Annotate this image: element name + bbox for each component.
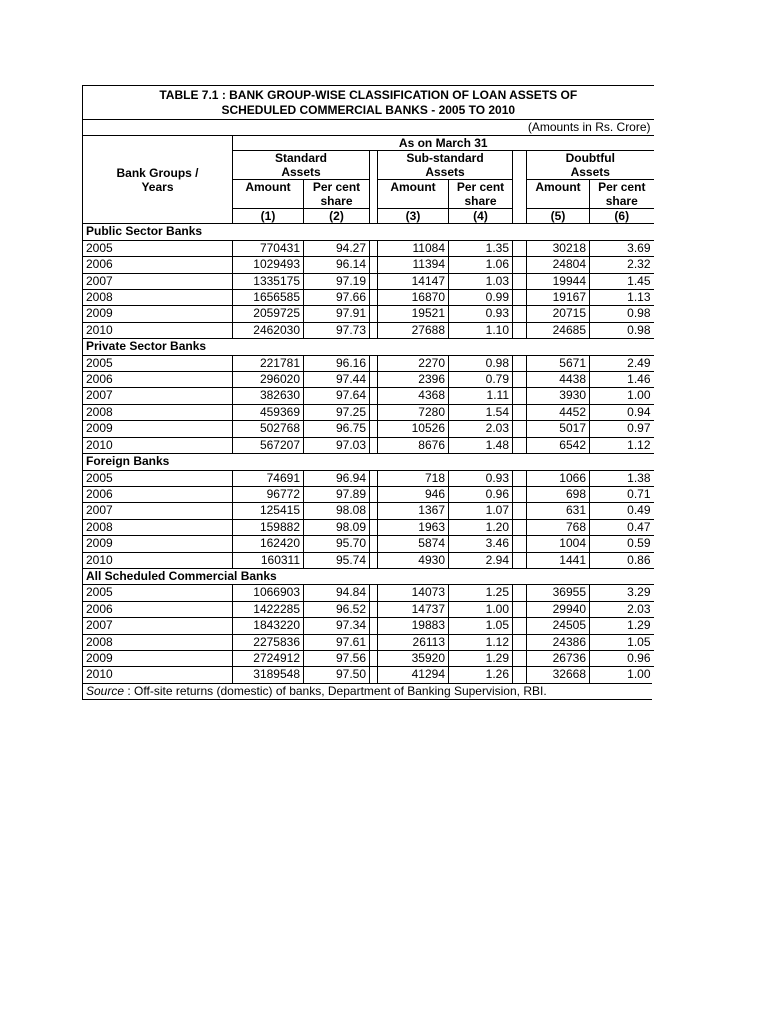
substandard-amount-cell: 718 [378, 470, 449, 486]
doubtful-amount-cell: 1004 [527, 536, 590, 552]
substandard-amount-cell: 2270 [378, 355, 449, 371]
year-cell: 2006 [83, 486, 233, 502]
column-spacer [370, 618, 378, 634]
substandard-amount-cell: 16870 [378, 290, 449, 306]
percent-share-line2: share [464, 194, 497, 209]
source-text: : Off-site returns (domestic) of banks, Department of Banking Supervision, RBI. [124, 683, 547, 698]
standard-amount-cell: 1335175 [233, 273, 304, 289]
doubtful-amount-cell: 698 [527, 486, 590, 502]
column-spacer [513, 273, 527, 289]
substandard-amount-cell: 14073 [378, 585, 449, 601]
table-row [83, 486, 654, 502]
year-cell: 2005 [83, 470, 233, 486]
column-spacer [370, 536, 378, 552]
year-cell: 2008 [83, 634, 233, 650]
standard-percent-cell: 98.08 [304, 503, 370, 519]
row-header-line1: Bank Groups / [116, 165, 199, 180]
column-number: (2) [304, 209, 370, 224]
standard-percent-cell: 95.70 [304, 536, 370, 552]
doubtful-amount-cell: 3930 [527, 388, 590, 404]
standard-percent-cell: 98.09 [304, 519, 370, 535]
column-spacer [513, 437, 527, 453]
column-spacer [370, 634, 378, 650]
standard-amount-cell: 459369 [233, 404, 304, 420]
standard-amount-cell: 125415 [233, 503, 304, 519]
column-spacer [513, 240, 527, 256]
doubtful-percent-cell: 0.49 [590, 503, 654, 519]
substandard-percent-cell: 3.46 [449, 536, 513, 552]
standard-amount-cell: 1066903 [233, 585, 304, 601]
table-row [83, 585, 654, 601]
substandard-percent-cell: 1.06 [449, 257, 513, 273]
year-cell: 2005 [83, 355, 233, 371]
table-row [83, 536, 654, 552]
substandard-amount-cell: 946 [378, 486, 449, 502]
column-spacer [513, 519, 527, 535]
standard-amount-cell: 3189548 [233, 667, 304, 683]
substandard-amount-cell: 5874 [378, 536, 449, 552]
column-spacer [370, 503, 378, 519]
source-note [82, 683, 652, 700]
standard-percent-cell: 97.64 [304, 388, 370, 404]
column-spacer [370, 273, 378, 289]
doubtful-amount-cell: 26736 [527, 650, 590, 666]
column-number: (1) [233, 209, 304, 224]
substandard-percent-cell: 1.35 [449, 240, 513, 256]
column-number: (6) [590, 209, 654, 224]
table-row [83, 519, 654, 535]
doubtful-amount-cell: 29940 [527, 601, 590, 617]
column-number: (5) [527, 209, 590, 224]
table-row [83, 290, 654, 306]
substandard-percent-cell: 1.12 [449, 634, 513, 650]
substandard-percent-cell: 1.07 [449, 503, 513, 519]
column-spacer [370, 388, 378, 404]
substandard-assets-line2: Assets [425, 165, 465, 180]
doubtful-amount-cell: 768 [527, 519, 590, 535]
doubtful-amount-cell: 24505 [527, 618, 590, 634]
doubtful-amount-cell: 6542 [527, 437, 590, 453]
column-spacer [370, 372, 378, 388]
column-spacer [370, 322, 378, 338]
standard-percent-cell: 96.14 [304, 257, 370, 273]
doubtful-percent-cell: 2.32 [590, 257, 654, 273]
doubtful-amount-cell: 631 [527, 503, 590, 519]
doubtful-amount-cell: 4452 [527, 404, 590, 420]
substandard-percent-cell: 1.05 [449, 618, 513, 634]
substandard-percent-cell: 1.26 [449, 667, 513, 683]
standard-amount-cell: 2724912 [233, 650, 304, 666]
loan-assets-table [82, 85, 654, 683]
substandard-percent-cell: 1.03 [449, 273, 513, 289]
year-cell: 2007 [83, 273, 233, 289]
standard-amount-cell: 1029493 [233, 257, 304, 273]
standard-percent-cell: 97.34 [304, 618, 370, 634]
doubtful-amount-cell: 36955 [527, 585, 590, 601]
doubtful-amount-cell: 24685 [527, 322, 590, 338]
column-spacer [513, 650, 527, 666]
standard-amount-cell: 1843220 [233, 618, 304, 634]
standard-percent-cell: 97.91 [304, 306, 370, 322]
standard-percent-cell: 97.89 [304, 486, 370, 502]
substandard-percent-cell: 0.93 [449, 306, 513, 322]
doubtful-amount-cell: 1441 [527, 552, 590, 568]
year-cell: 2010 [83, 552, 233, 568]
doubtful-amount-cell: 4438 [527, 372, 590, 388]
substandard-amount-cell: 2396 [378, 372, 449, 388]
standard-percent-cell: 97.50 [304, 667, 370, 683]
column-spacer [370, 519, 378, 535]
amount-header: Amount [378, 180, 449, 209]
table-row [83, 372, 654, 388]
year-cell: 2008 [83, 519, 233, 535]
table-row [83, 601, 654, 617]
substandard-amount-cell: 1367 [378, 503, 449, 519]
table-row [83, 618, 654, 634]
doubtful-amount-cell: 24804 [527, 257, 590, 273]
year-cell: 2010 [83, 437, 233, 453]
substandard-percent-cell: 0.96 [449, 486, 513, 502]
percent-share-line1: Per cent [456, 180, 505, 195]
column-spacer [370, 151, 378, 180]
substandard-amount-cell: 8676 [378, 437, 449, 453]
column-spacer [370, 209, 378, 224]
standard-percent-cell: 96.94 [304, 470, 370, 486]
doubtful-amount-cell: 24386 [527, 634, 590, 650]
column-spacer [370, 355, 378, 371]
column-spacer [370, 667, 378, 683]
column-spacer [513, 404, 527, 420]
substandard-percent-cell: 1.25 [449, 585, 513, 601]
standard-percent-cell: 97.25 [304, 404, 370, 420]
table-row [83, 404, 654, 420]
substandard-amount-cell: 41294 [378, 667, 449, 683]
substandard-percent-cell: 0.99 [449, 290, 513, 306]
doubtful-amount-cell: 32668 [527, 667, 590, 683]
substandard-percent-cell: 1.10 [449, 322, 513, 338]
year-cell: 2007 [83, 388, 233, 404]
substandard-percent-cell: 1.29 [449, 650, 513, 666]
substandard-percent-cell: 1.48 [449, 437, 513, 453]
table-row [83, 470, 654, 486]
year-cell: 2009 [83, 650, 233, 666]
standard-percent-cell: 97.66 [304, 290, 370, 306]
year-cell: 2010 [83, 322, 233, 338]
column-spacer [513, 421, 527, 437]
standard-amount-cell: 770431 [233, 240, 304, 256]
doubtful-percent-cell: 0.97 [590, 421, 654, 437]
year-cell: 2006 [83, 601, 233, 617]
standard-assets-line1: Standard [274, 151, 327, 166]
column-spacer [513, 372, 527, 388]
source-label: Source [86, 683, 125, 698]
percent-share-header [590, 180, 654, 209]
year-cell: 2005 [83, 240, 233, 256]
year-cell: 2006 [83, 372, 233, 388]
standard-amount-cell: 567207 [233, 437, 304, 453]
substandard-percent-cell: 1.20 [449, 519, 513, 535]
column-spacer [370, 437, 378, 453]
column-spacer [370, 650, 378, 666]
standard-percent-cell: 97.56 [304, 650, 370, 666]
doubtful-percent-cell: 1.38 [590, 470, 654, 486]
column-spacer [513, 618, 527, 634]
column-spacer [513, 536, 527, 552]
standard-assets-line2: Assets [281, 165, 321, 180]
table-row [83, 388, 654, 404]
substandard-assets-line1: Sub-standard [406, 151, 484, 166]
substandard-percent-cell: 2.03 [449, 421, 513, 437]
substandard-percent-cell: 1.54 [449, 404, 513, 420]
doubtful-percent-cell: 1.46 [590, 372, 654, 388]
doubtful-percent-cell: 0.59 [590, 536, 654, 552]
substandard-amount-cell: 4368 [378, 388, 449, 404]
year-cell: 2009 [83, 421, 233, 437]
column-spacer [513, 180, 527, 209]
year-cell: 2005 [83, 585, 233, 601]
doubtful-assets-header [527, 151, 654, 180]
substandard-amount-cell: 4930 [378, 552, 449, 568]
year-cell: 2007 [83, 503, 233, 519]
table-row [83, 273, 654, 289]
column-spacer [513, 503, 527, 519]
standard-percent-cell: 97.61 [304, 634, 370, 650]
standard-percent-cell: 94.27 [304, 240, 370, 256]
table-row [83, 667, 654, 683]
percent-share-line2: share [320, 194, 353, 209]
standard-amount-cell: 1422285 [233, 601, 304, 617]
standard-percent-cell: 94.84 [304, 585, 370, 601]
substandard-amount-cell: 11394 [378, 257, 449, 273]
percent-share-header [449, 180, 513, 209]
year-cell: 2010 [83, 667, 233, 683]
standard-percent-cell: 97.19 [304, 273, 370, 289]
standard-percent-cell: 97.03 [304, 437, 370, 453]
substandard-amount-cell: 14147 [378, 273, 449, 289]
column-number: (3) [378, 209, 449, 224]
doubtful-assets-line2: Assets [570, 165, 610, 180]
standard-amount-cell: 96772 [233, 486, 304, 502]
column-spacer [513, 634, 527, 650]
doubtful-percent-cell: 0.98 [590, 322, 654, 338]
standard-amount-cell: 1656585 [233, 290, 304, 306]
substandard-amount-cell: 26113 [378, 634, 449, 650]
doubtful-percent-cell: 0.98 [590, 306, 654, 322]
column-spacer [513, 209, 527, 224]
table-title-line2: SCHEDULED COMMERCIAL BANKS - 2005 TO 2010 [221, 103, 516, 117]
substandard-percent-cell: 2.94 [449, 552, 513, 568]
doubtful-percent-cell: 0.96 [590, 650, 654, 666]
standard-percent-cell: 96.16 [304, 355, 370, 371]
column-spacer [370, 601, 378, 617]
substandard-percent-cell: 1.11 [449, 388, 513, 404]
standard-amount-cell: 221781 [233, 355, 304, 371]
column-spacer [370, 180, 378, 209]
doubtful-amount-cell: 5671 [527, 355, 590, 371]
column-spacer [513, 290, 527, 306]
row-header [83, 136, 233, 224]
column-spacer [513, 151, 527, 180]
table-row [83, 322, 654, 338]
units-note: (Amounts in Rs. Crore) [83, 120, 654, 136]
doubtful-percent-cell: 1.00 [590, 388, 654, 404]
substandard-amount-cell: 7280 [378, 404, 449, 420]
column-spacer [513, 667, 527, 683]
percent-share-line2: share [605, 194, 638, 209]
percent-share-header [304, 180, 370, 209]
column-spacer [370, 421, 378, 437]
section-header-row [83, 568, 654, 584]
substandard-amount-cell: 19883 [378, 618, 449, 634]
substandard-percent-cell: 0.79 [449, 372, 513, 388]
standard-percent-cell: 97.44 [304, 372, 370, 388]
standard-amount-cell: 2275836 [233, 634, 304, 650]
standard-amount-cell: 162420 [233, 536, 304, 552]
document-table-page [82, 85, 653, 700]
table-row [83, 634, 654, 650]
year-cell: 2008 [83, 290, 233, 306]
standard-amount-cell: 502768 [233, 421, 304, 437]
doubtful-percent-cell: 1.29 [590, 618, 654, 634]
table-row [83, 503, 654, 519]
doubtful-amount-cell: 5017 [527, 421, 590, 437]
year-cell: 2009 [83, 306, 233, 322]
standard-amount-cell: 382630 [233, 388, 304, 404]
substandard-amount-cell: 11084 [378, 240, 449, 256]
section-header-row [83, 339, 654, 355]
substandard-amount-cell: 14737 [378, 601, 449, 617]
doubtful-amount-cell: 20715 [527, 306, 590, 322]
doubtful-percent-cell: 0.47 [590, 519, 654, 535]
standard-percent-cell: 97.73 [304, 322, 370, 338]
table-title-line1: TABLE 7.1 : BANK GROUP-WISE CLASSIFICATION OF LOAN ASSETS OF [159, 88, 578, 102]
doubtful-percent-cell: 1.12 [590, 437, 654, 453]
column-spacer [513, 388, 527, 404]
substandard-percent-cell: 1.00 [449, 601, 513, 617]
substandard-amount-cell: 27688 [378, 322, 449, 338]
doubtful-percent-cell: 0.71 [590, 486, 654, 502]
column-spacer [370, 306, 378, 322]
standard-percent-cell: 96.52 [304, 601, 370, 617]
doubtful-percent-cell: 0.86 [590, 552, 654, 568]
table-row [83, 650, 654, 666]
doubtful-percent-cell: 1.00 [590, 667, 654, 683]
table-row [83, 240, 654, 256]
column-spacer [370, 552, 378, 568]
column-spacer [513, 552, 527, 568]
doubtful-percent-cell: 2.49 [590, 355, 654, 371]
standard-assets-header [233, 151, 370, 180]
percent-share-line1: Per cent [312, 180, 361, 195]
section-name: Private Sector Banks [83, 339, 654, 355]
doubtful-amount-cell: 19944 [527, 273, 590, 289]
year-cell: 2008 [83, 404, 233, 420]
year-cell: 2009 [83, 536, 233, 552]
section-name: Foreign Banks [83, 454, 654, 470]
column-number: (4) [449, 209, 513, 224]
table-title [83, 86, 654, 120]
section-name: All Scheduled Commercial Banks [83, 568, 654, 584]
column-spacer [513, 486, 527, 502]
standard-percent-cell: 96.75 [304, 421, 370, 437]
column-spacer [370, 257, 378, 273]
standard-amount-cell: 159882 [233, 519, 304, 535]
column-spacer [513, 322, 527, 338]
amount-header: Amount [233, 180, 304, 209]
section-header-row [83, 224, 654, 240]
doubtful-percent-cell: 2.03 [590, 601, 654, 617]
table-row [83, 257, 654, 273]
section-header-row [83, 454, 654, 470]
substandard-percent-cell: 0.98 [449, 355, 513, 371]
amount-header: Amount [527, 180, 590, 209]
substandard-percent-cell: 0.93 [449, 470, 513, 486]
substandard-assets-header [378, 151, 513, 180]
column-spacer [513, 355, 527, 371]
doubtful-percent-cell: 1.45 [590, 273, 654, 289]
table-row [83, 306, 654, 322]
doubtful-percent-cell: 1.05 [590, 634, 654, 650]
standard-amount-cell: 2059725 [233, 306, 304, 322]
standard-amount-cell: 160311 [233, 552, 304, 568]
year-cell: 2007 [83, 618, 233, 634]
doubtful-percent-cell: 1.13 [590, 290, 654, 306]
table-row [83, 437, 654, 453]
table-row [83, 552, 654, 568]
column-spacer [370, 290, 378, 306]
table-row [83, 355, 654, 371]
substandard-amount-cell: 1963 [378, 519, 449, 535]
doubtful-amount-cell: 30218 [527, 240, 590, 256]
standard-amount-cell: 296020 [233, 372, 304, 388]
column-spacer [513, 257, 527, 273]
column-spacer [513, 601, 527, 617]
column-spacer [513, 585, 527, 601]
percent-share-line1: Per cent [598, 180, 646, 195]
column-spacer [370, 486, 378, 502]
standard-amount-cell: 2462030 [233, 322, 304, 338]
row-header-line2: Years [141, 179, 174, 194]
substandard-amount-cell: 10526 [378, 421, 449, 437]
column-spacer [370, 585, 378, 601]
doubtful-assets-line1: Doubtful [565, 151, 615, 166]
standard-percent-cell: 95.74 [304, 552, 370, 568]
standard-amount-cell: 74691 [233, 470, 304, 486]
year-cell: 2006 [83, 257, 233, 273]
substandard-amount-cell: 19521 [378, 306, 449, 322]
column-spacer [513, 470, 527, 486]
substandard-amount-cell: 35920 [378, 650, 449, 666]
doubtful-amount-cell: 19167 [527, 290, 590, 306]
doubtful-percent-cell: 3.69 [590, 240, 654, 256]
column-spacer [370, 240, 378, 256]
doubtful-amount-cell: 1066 [527, 470, 590, 486]
table-row [83, 421, 654, 437]
column-spacer [513, 306, 527, 322]
doubtful-percent-cell: 3.29 [590, 585, 654, 601]
column-spacer [370, 470, 378, 486]
doubtful-percent-cell: 0.94 [590, 404, 654, 420]
column-spacer [370, 404, 378, 420]
as-on-header: As on March 31 [233, 136, 654, 151]
section-name: Public Sector Banks [83, 224, 654, 240]
